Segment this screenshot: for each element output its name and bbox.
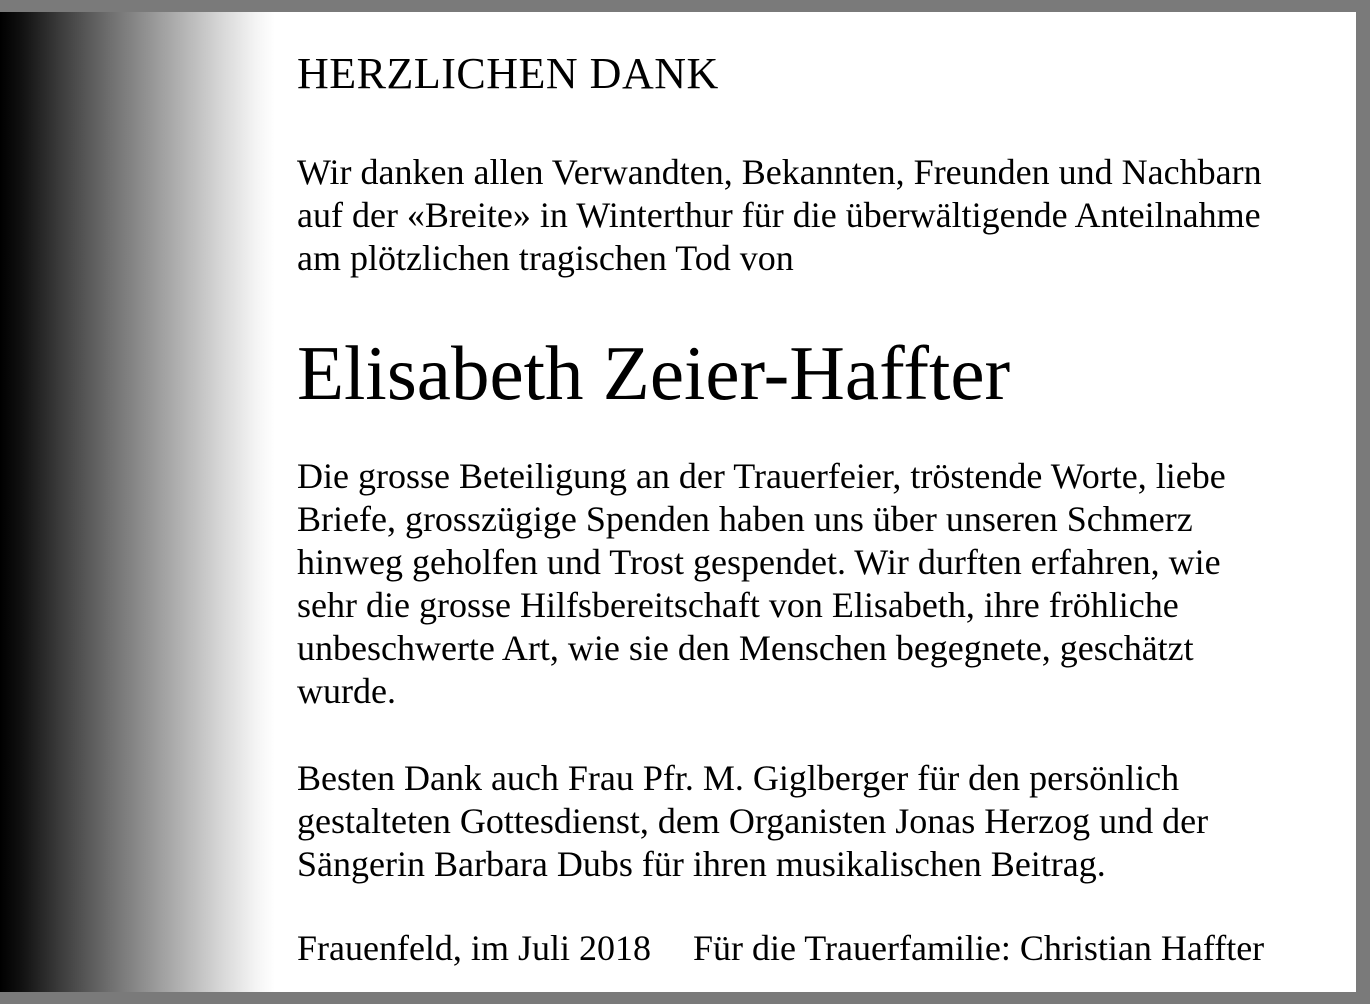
- body-line: Briefe, grosszügige Spenden haben uns über unseren Schmerz: [297, 499, 1193, 539]
- signature: Für die Trauerfamilie: Christian Haffter: [692, 928, 1265, 968]
- thanks-line: Besten Dank auch Frau Pfr. M. Giglberger für den persönlich: [297, 758, 1180, 798]
- body-line: unbeschwerte Art, wie sie den Menschen begegnete, geschätzt: [297, 628, 1194, 668]
- body-line: sehr die grosse Hilfsbereitschaft von Elisabeth, ihre fröhliche: [297, 585, 1179, 625]
- intro-paragraph: [297, 151, 1262, 280]
- intro-line: am plötzlichen tragischen Tod von: [297, 238, 794, 278]
- body-line: hinweg geholfen und Trost gespendet. Wir durften erfahren, wie: [297, 542, 1221, 582]
- body-paragraph: [297, 455, 1226, 713]
- place-date: Frauenfeld, im Juli 2018: [297, 928, 651, 968]
- thanks-paragraph: [297, 757, 1208, 886]
- deceased-name: Elisabeth Zeier-Haffter: [297, 330, 1011, 416]
- intro-line: auf der «Breite» in Winterthur für die überwältigende Anteilnahme: [297, 195, 1261, 235]
- intro-line: Wir danken allen Verwandten, Bekannten, Freunden und Nachbarn: [297, 152, 1262, 192]
- thanks-line: gestalteten Gottesdienst, dem Organisten Jonas Herzog und der: [297, 801, 1209, 841]
- body-line: Die grosse Beteiligung an der Trauerfeier, tröstende Worte, liebe: [297, 456, 1226, 496]
- notice-heading: HERZLICHEN DANK: [297, 49, 719, 98]
- notice-footer: [297, 927, 1264, 970]
- body-line: wurde.: [297, 671, 396, 711]
- thanks-line: Sängerin Barbara Dubs für ihren musikalischen Beitrag.: [297, 844, 1106, 884]
- gradient-shadow: [0, 12, 275, 992]
